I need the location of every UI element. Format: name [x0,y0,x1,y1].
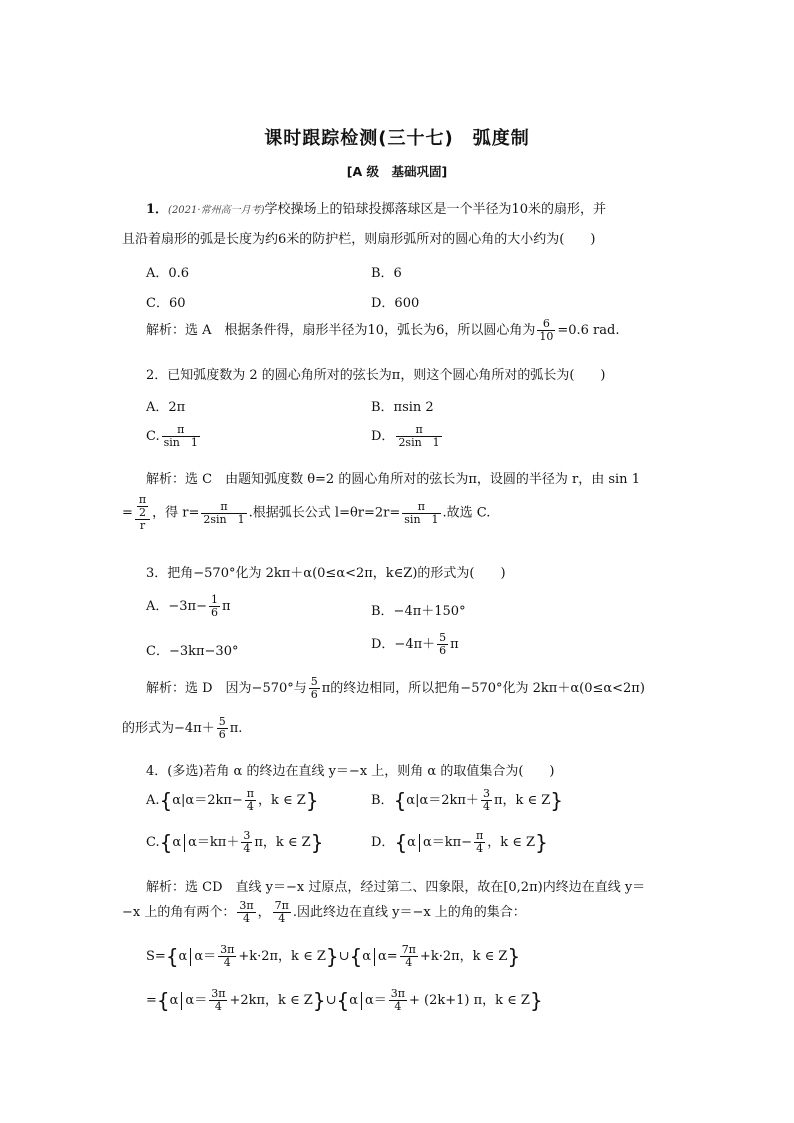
q4-answer-line1: 解析：选 CD 直线 y＝−x 过原点，经过第二、四象限，故在[0,2π)内终边在直线 y＝ [146,880,646,895]
q3-option-d: D．−4π＋ $\frac{5}{6}$ π [371,631,459,658]
q2-answer-line2: = $\frac{\frac{\pi}{2}}{r}$ ，得 r= $\frac{\pi}{2\sin 1}$ .根据弧长公式 l=θr=2r= $\frac{\pi}{\sin 1}$ .故选 C. [122,493,491,533]
q1-option-d: D．600 [371,296,420,311]
q1-option-a: A．0.6 [146,266,190,281]
q4-option-c: C.{α α＝kπ＋ $\frac{3}{4}$ π，k ∈ Z} [146,829,324,856]
q4-set-t-line: ={α α＝ $\frac{3\pi}{4}$ +2kπ，k ∈ Z}∪{α α＝ $\frac{3\pi}{4}$ + (2k+1) π，k ∈ Z} [146,987,543,1014]
q1-stem-line2: 且沿着扇形的弧是长度为约6米的防护栏，则扇形弧所对的圆心角的大小约为( ) [122,232,596,247]
q1-option-b: B．6 [371,266,402,281]
q3-option-c: C．−3kπ−30° [146,644,239,659]
q2-answer-complex-fraction: $\frac{\frac{\pi}{2}}{r}$ [135,494,150,532]
q3-answer-line2: 的形式为−4π＋ $\frac{5}{6}$ π. [122,715,243,742]
q2-answer-line1: 解析：选 C 由题知弧度数 θ=2 的圆心角所对的弦长为π，设圆的半径为 r，由 sin 1 [146,472,640,487]
q3-stem: 3．把角−570°化为 2kπ＋α(0≤α<2π，k∈Z)的形式为( ) [146,566,506,581]
q3-option-a: A．−3π− $\frac{1}{6}$ π [146,593,231,620]
q4-set-s-line: S={α α＝ $\frac{3\pi}{4}$ +k·2π，k ∈ Z}∪{α α= $\frac{7\pi}{4}$ +k·2π，k ∈ Z} [146,943,521,970]
q3-option-b: B．−4π＋150° [371,604,466,619]
q4-answer-line2: −x 上的角有两个： $\frac{3\pi}{4}$ ， $\frac{7\pi}{4}$ .因此终边在直线 y＝−x 上的角的集合： [122,899,526,926]
section-level: [A 级 基础巩固] [346,164,448,179]
q1-option-c: C．60 [146,296,186,311]
q4-option-b: B．{α|α＝2kπ＋ $\frac{3}{4}$ π，k ∈ Z} [371,787,564,814]
q4-option-a: A.{α|α＝2kπ− $\frac{\pi}{4}$ ，k ∈ Z} [146,787,319,814]
q1-answer: 解析：选 A 根据条件得，扇形半径为10，弧长为6，所以圆心角为 $\frac{6}{10}$ =0.6 rad. [146,317,620,344]
q2-option-c: C. $\frac{\pi}{\sin 1}$ [146,423,198,450]
q1-stem-line1: 1．(2021·常州高一月考)学校操场上的铅球投掷落球区是一个半径为10米的扇形，并 [146,202,607,217]
q3-answer-line1: 解析：选 D 因为−570°与 $\frac{5}{6}$ π的终边相同，所以把角−570°化为 2kπ＋α(0≤α<2π) [146,675,645,702]
q4-stem: 4．(多选)若角 α 的终边在直线 y＝−x 上，则角 α 的取值集合为( ) [146,764,555,779]
q1-source: (2021·常州高一月考) [168,205,265,216]
q2-stem: 2．已知弧度数为 2 的圆心角所对的弦长为π，则这个圆心角所对的弧长为( ) [146,368,606,383]
q2-option-b: B．πsin 2 [371,400,434,415]
page-title: 课时跟踪检测(三十七) 弧度制 [264,128,530,149]
q1-answer-fraction: $\frac{6}{10}$ [539,317,554,344]
q2-option-d: D． $\frac{\pi}{2\sin 1}$ [371,423,440,450]
q2-option-a: A．2π [146,400,186,415]
q4-option-d: D．{α α＝kπ− $\frac{\pi}{4}$ ，k ∈ Z} [371,829,548,856]
